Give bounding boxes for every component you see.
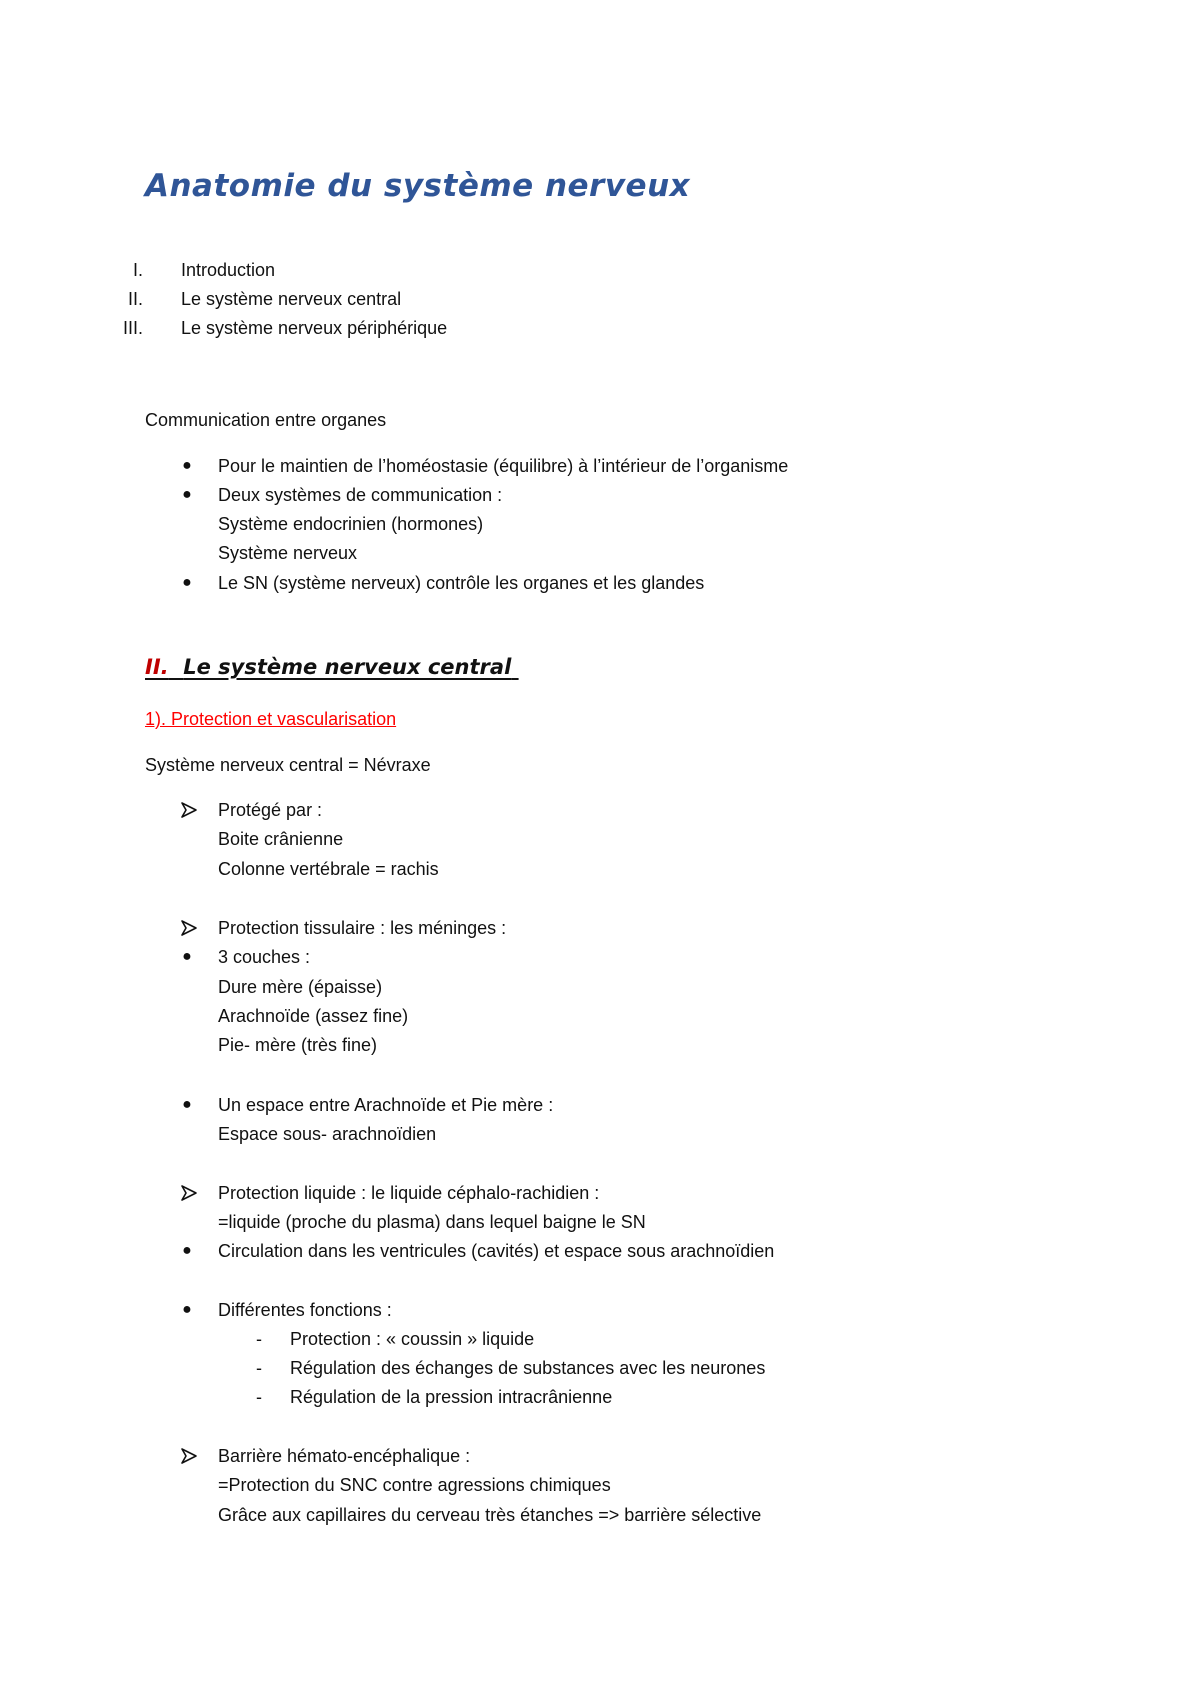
circulation-text: Circulation dans les ventricules (cavités) et espace sous arachnoïdien [218,1241,775,1261]
intro-sub-endocrinien: Système endocrinien (hormones) [218,514,484,534]
intro-sub-nerveux: Système nerveux [218,543,358,563]
intro-bullet-sn: Le SN (système nerveux) contrôle les organes et les glandes [218,573,705,593]
toc-number-1: I. [132,260,143,280]
espace-text: Un espace entre Arachnoïde et Pie mère : [218,1095,554,1115]
dash-bullet-icon: - [256,1329,262,1349]
bullet-icon: ● [182,1096,192,1113]
bullet-icon: ● [182,1242,192,1259]
section-heading-snc [145,655,519,679]
fonction-item: Régulation de la pression intracrânienne [290,1387,613,1407]
bullet-icon: ● [182,1301,192,1318]
bullet-icon: ● [182,948,192,965]
intro-bullet-systemes: Deux systèmes de communication : [218,485,503,505]
barriere-text: Barrière hémato-encéphalique : [218,1446,471,1466]
couches-text: 3 couches : [218,947,311,967]
arrowhead-bullet-icon [180,799,198,821]
toc-number-3: III. [122,318,143,338]
toc-item-snc: Le système nerveux central [181,289,402,309]
barriere-sub-snc: =Protection du SNC contre agressions chimiques [218,1475,611,1495]
fonction-item: Protection : « coussin » liquide [290,1329,535,1349]
couches-sub-arachnoide: Arachnoïde (assez fine) [218,1006,409,1026]
fonction-item: Régulation des échanges de substances avec les neurones [290,1358,766,1378]
dash-bullet-icon: - [256,1358,262,1378]
liquide-text: Protection liquide : le liquide céphalo-rachidien : [218,1183,600,1203]
dash-bullet-icon: - [256,1387,262,1407]
toc-item-introduction: Introduction [181,260,276,280]
document-title: Anatomie du système nerveux [145,168,691,204]
nevraxe-text: Système nerveux central = Névraxe [145,755,431,775]
intro-bullet-homeostasie: Pour le maintien de l’homéostasie (équilibre) à l’intérieur de l’organisme [218,456,789,476]
bullet-icon: ● [182,574,192,591]
couches-sub-dure-mere: Dure mère (épaisse) [218,977,383,997]
arrowhead-bullet-icon [180,1445,198,1467]
fonctions-text: Différentes fonctions : [218,1300,392,1320]
toc-item-snp: Le système nerveux périphérique [181,318,448,338]
intro-heading: Communication entre organes [145,410,387,430]
arrowhead-bullet-icon [180,1182,198,1204]
section-title: Le système nerveux central [183,655,512,679]
section-number: II. [145,655,169,679]
protege-text: Protégé par : [218,800,323,820]
couches-sub-pie-mere: Pie- mère (très fine) [218,1035,378,1055]
toc-number-2: II. [127,289,143,309]
protege-sub-colonne: Colonne vertébrale = rachis [218,859,439,879]
bullet-icon: ● [182,486,192,503]
subsection-heading: 1). Protection et vascularisation [145,709,397,729]
protege-sub-crane: Boite crânienne [218,829,344,849]
barriere-sub-capillaires: Grâce aux capillaires du cerveau très étanches => barrière sélective [218,1505,762,1525]
espace-sub: Espace sous- arachnoïdien [218,1124,437,1144]
arrowhead-bullet-icon [180,917,198,939]
tissulaire-text: Protection tissulaire : les méninges : [218,918,507,938]
liquide-sub: =liquide (proche du plasma) dans lequel baigne le SN [218,1212,646,1232]
bullet-icon: ● [182,457,192,474]
